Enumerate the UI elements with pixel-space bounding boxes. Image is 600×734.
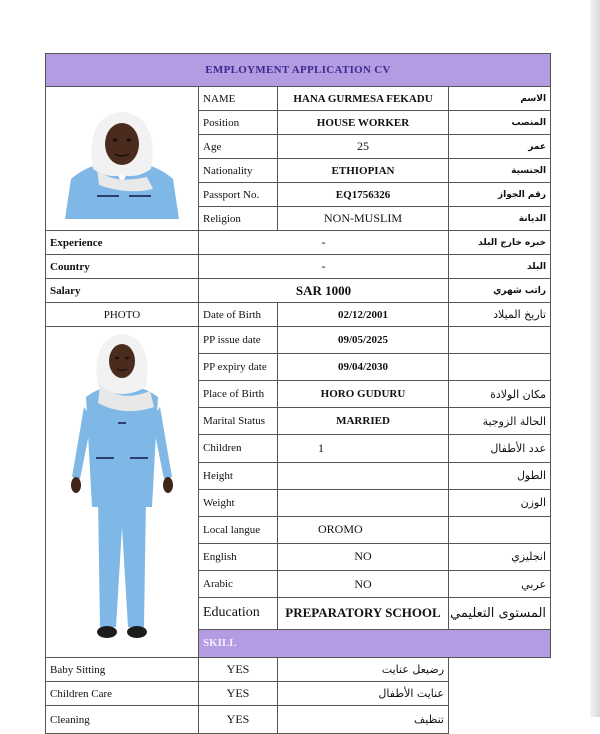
passport-label-ar: رقم الجواز (449, 183, 551, 207)
children-label-ar: عدد الأطفال (449, 435, 551, 462)
skill-row (46, 658, 551, 682)
education-value: PREPARATORY SCHOOL (278, 598, 449, 630)
dob-label: Date of Birth (199, 303, 278, 327)
english-label: English (199, 543, 278, 570)
baby-sitting-value: YES (199, 658, 278, 682)
salary-label: Salary (46, 279, 199, 303)
pp-issue-value: 09/05/2025 (278, 327, 449, 354)
height-label-ar: الطول (449, 462, 551, 489)
baby-sitting-label-ar: رضيعل عنايت (278, 658, 449, 682)
skill-row (46, 706, 551, 734)
detail-row (46, 327, 551, 354)
experience-label-ar: خبره خارج البلد (449, 231, 551, 255)
salary-label-ar: راتب شهري (449, 279, 551, 303)
english-value: NO (278, 543, 449, 570)
photo-label: PHOTO (46, 303, 199, 327)
age-label-ar: عمر (449, 135, 551, 159)
cv-sheet (45, 53, 550, 726)
dob-label-ar: تاريخ الميلاد (449, 303, 551, 327)
marital-status-label: Marital Status (199, 408, 278, 435)
baby-sitting-label: Baby Sitting (46, 658, 199, 682)
pp-issue-label: PP issue date (199, 327, 278, 354)
wide-row (46, 279, 551, 303)
experience-value: - (199, 231, 449, 255)
skill-row (46, 682, 551, 706)
arabic-label-ar: عربي (449, 570, 551, 597)
age-label: Age (199, 135, 278, 159)
place-of-birth-label-ar: مكان الولادة (449, 381, 551, 408)
cleaning-label: Cleaning (46, 706, 199, 734)
weight-value (278, 489, 449, 516)
children-care-label: Children Care (46, 682, 199, 706)
portrait-photo (46, 87, 199, 231)
cv-title: EMPLOYMENT APPLICATION CV (46, 54, 551, 87)
wide-row (46, 255, 551, 279)
children-label: Children (199, 435, 278, 462)
full-body-photo (46, 327, 199, 658)
dob-value: 02/12/2001 (278, 303, 449, 327)
education-label: Education (199, 598, 278, 630)
skill-title: SKILL (199, 629, 551, 657)
religion-label: Religion (199, 207, 278, 231)
height-label: Height (199, 462, 278, 489)
pp-expiry-label-ar (449, 354, 551, 381)
weight-label-ar: الوزن (449, 489, 551, 516)
arabic-label: Arabic (199, 570, 278, 597)
name-label: NAME (199, 87, 278, 111)
passport-label: Passport No. (199, 183, 278, 207)
education-label-ar: المستوى التعليمي (449, 598, 551, 630)
position-label-ar: المنصب (449, 111, 551, 135)
local-language-label: Local langue (199, 516, 278, 543)
salary-value: SAR 1000 (199, 279, 449, 303)
marital-status-value: MARRIED (278, 408, 449, 435)
children-value: 1 (278, 435, 449, 462)
cleaning-value: YES (199, 706, 278, 734)
portrait-image (57, 99, 187, 219)
weight-label: Weight (199, 489, 278, 516)
place-of-birth-value: HORO GUDURU (278, 381, 449, 408)
page-edge (590, 0, 600, 717)
name-value: HANA GURMESA FEKADU (278, 87, 449, 111)
wide-row (46, 231, 551, 255)
pp-expiry-value: 09/04/2030 (278, 354, 449, 381)
arabic-value: NO (278, 570, 449, 597)
country-value: - (199, 255, 449, 279)
name-label-ar: الاسم (449, 87, 551, 111)
nationality-label: Nationality (199, 159, 278, 183)
position-label: Position (199, 111, 278, 135)
nationality-label-ar: الجنسية (449, 159, 551, 183)
religion-label-ar: الديانة (449, 207, 551, 231)
children-care-value: YES (199, 682, 278, 706)
local-language-value: OROMO (278, 516, 449, 543)
country-label: Country (46, 255, 199, 279)
place-of-birth-label: Place of Birth (199, 381, 278, 408)
nationality-value: ETHIOPIAN (278, 159, 449, 183)
passport-value: EQ1756326 (278, 183, 449, 207)
cleaning-label-ar: تنظيف (278, 706, 449, 734)
experience-label: Experience (46, 231, 199, 255)
detail-row (46, 303, 551, 327)
english-label-ar: انجليزي (449, 543, 551, 570)
country-label-ar: البلد (449, 255, 551, 279)
height-value (278, 462, 449, 489)
age-value: 25 (278, 135, 449, 159)
local-language-label-ar (449, 516, 551, 543)
cv-table (45, 53, 551, 734)
children-care-label-ar: عنايت الأطفال (278, 682, 449, 706)
info-row (46, 87, 551, 111)
pp-expiry-label: PP expiry date (199, 354, 278, 381)
position-value: HOUSE WORKER (278, 111, 449, 135)
full-body-image (62, 327, 182, 657)
pp-issue-label-ar (449, 327, 551, 354)
religion-value: NON-MUSLIM (278, 207, 449, 231)
marital-status-label-ar: الحالة الزوجية (449, 408, 551, 435)
